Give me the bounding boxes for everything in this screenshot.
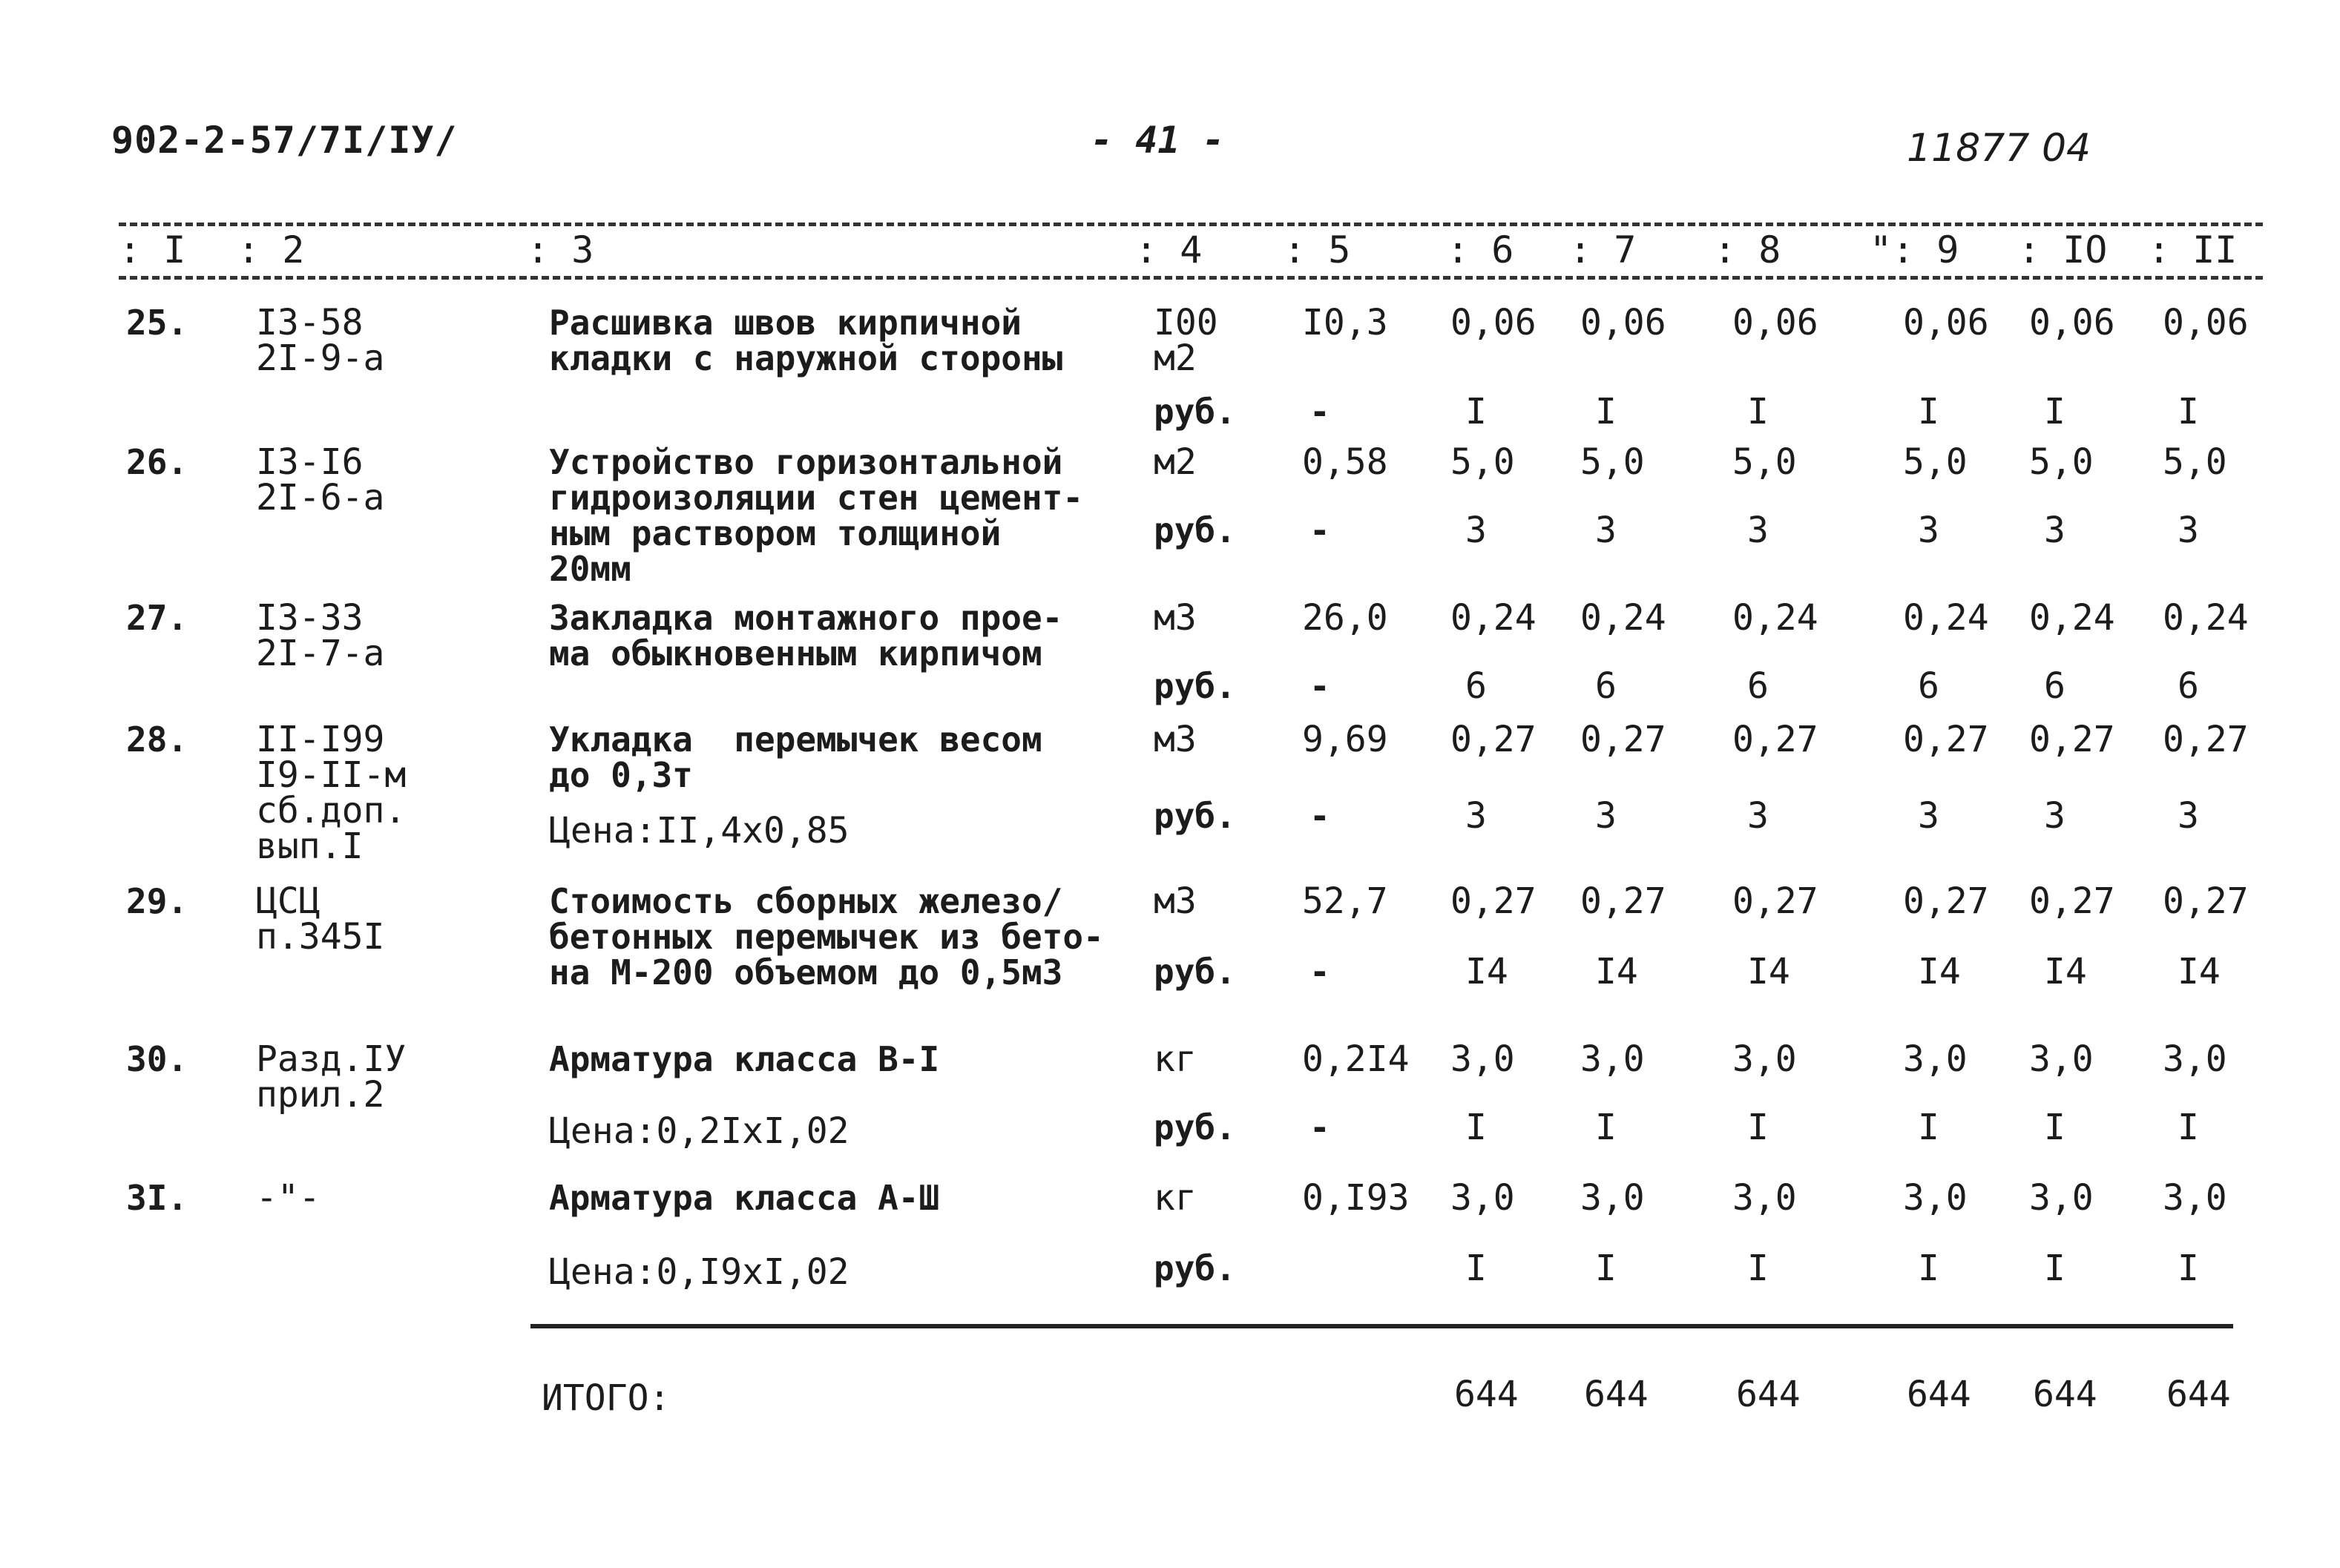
cost-value: 6 <box>1747 665 1769 707</box>
quantity-value: 0,06 <box>1903 302 1989 343</box>
cost-value: I <box>1747 391 1769 432</box>
quantity-value: 0,27 <box>1903 880 1989 922</box>
cost-value: 3 <box>1918 510 1939 551</box>
column-header: : 8 <box>1714 228 1781 271</box>
cost-value: 3 <box>1747 510 1769 551</box>
quantity-value: 3,0 <box>1450 1177 1515 1219</box>
quantity-value: 3,0 <box>1450 1038 1515 1080</box>
quantity-value: 0,27 <box>2029 880 2115 922</box>
work-description: Укладка перемычек весом <box>549 719 1042 760</box>
work-description: ным раствором толщиной <box>549 513 1002 553</box>
cost-value: I4 <box>1465 951 1508 992</box>
quantity-value: 0,27 <box>1732 719 1818 760</box>
quantity-value: 0,24 <box>2163 597 2249 639</box>
cost-value: I <box>2044 391 2065 432</box>
unit-rub: руб. <box>1154 796 1236 836</box>
cost-value: I <box>2044 1107 2065 1148</box>
norm-code: I3-I6 <box>256 441 364 483</box>
item-number: 26. <box>126 442 188 482</box>
unit: кг <box>1154 1038 1197 1080</box>
unit-price-rub: - <box>1309 1107 1330 1147</box>
quantity-value: 0,24 <box>1580 597 1666 639</box>
unit-price-rub: - <box>1309 952 1330 992</box>
unit-price: 26,0 <box>1302 597 1388 639</box>
column-header: : I <box>119 228 186 271</box>
cost-value: 3 <box>1595 795 1617 837</box>
quantity-value: 0,06 <box>1732 302 1818 343</box>
cost-value: 3 <box>1918 795 1939 837</box>
work-description: на М-200 объемом до 0,5м3 <box>549 952 1063 992</box>
norm-code: I3-58 <box>256 302 364 343</box>
norm-code: прил.2 <box>256 1074 385 1116</box>
column-header: : 6 <box>1447 228 1514 271</box>
norm-code: I3-33 <box>256 597 364 639</box>
quantity-value: 3,0 <box>1580 1038 1645 1080</box>
cost-value: I <box>1595 1107 1617 1148</box>
quantity-value: 0,27 <box>2029 719 2115 760</box>
cost-value: I4 <box>1918 951 1961 992</box>
work-description: Расшивка швов кирпичной <box>549 303 1022 343</box>
item-number: 25. <box>126 303 188 343</box>
unit-price: 9,69 <box>1302 719 1388 760</box>
column-header: : II <box>2148 228 2238 271</box>
total-value: 644 <box>1584 1374 1649 1415</box>
item-number: 3I. <box>126 1178 188 1218</box>
quantity-value: 0,27 <box>1580 719 1666 760</box>
work-description: гидроизоляции стен цемент- <box>549 478 1084 518</box>
quantity-value: 0,24 <box>1450 597 1537 639</box>
quantity-value: 3,0 <box>2163 1177 2227 1219</box>
unit-rub: руб. <box>1154 1107 1236 1147</box>
total-label: ИТОГО: <box>542 1377 671 1419</box>
norm-code: I9-II-м <box>256 754 407 796</box>
work-description: Устройство горизонтальной <box>549 442 1063 482</box>
quantity-value: 0,24 <box>2029 597 2115 639</box>
quantity-value: 0,27 <box>1580 880 1666 922</box>
unit-rub: руб. <box>1154 510 1236 550</box>
total-value: 644 <box>2033 1374 2097 1415</box>
unit-price-rub: - <box>1309 510 1330 550</box>
unit-price-rub: - <box>1309 796 1330 836</box>
quantity-value: 0,06 <box>2163 302 2249 343</box>
quantity-value: 0,27 <box>2163 719 2249 760</box>
cost-value: I <box>1595 1248 1617 1289</box>
quantity-value: 5,0 <box>1732 441 1797 483</box>
page-number: - 41 - <box>1091 119 1225 162</box>
work-description: Арматура класса В-I <box>549 1039 940 1079</box>
column-header: : 5 <box>1284 228 1351 271</box>
cost-value: 6 <box>2044 665 2065 707</box>
cost-value: 3 <box>1465 795 1487 837</box>
norm-code: -"- <box>256 1177 321 1219</box>
item-number: 29. <box>126 881 188 921</box>
unit-price: I0,3 <box>1302 302 1388 343</box>
quantity-value: 5,0 <box>1580 441 1645 483</box>
work-description: Арматура класса А-Ш <box>549 1178 940 1218</box>
cost-value: I4 <box>2044 951 2087 992</box>
unit: кг <box>1154 1177 1197 1219</box>
item-number: 27. <box>126 598 188 638</box>
unit-price: 0,I93 <box>1302 1177 1410 1219</box>
table-top-rule <box>119 223 2263 226</box>
cost-value: I <box>1918 1107 1939 1148</box>
cost-value: 3 <box>1747 795 1769 837</box>
column-header: : 3 <box>527 228 594 271</box>
cost-value: 6 <box>1918 665 1939 707</box>
unit-rub: руб. <box>1154 392 1236 432</box>
item-number: 28. <box>126 719 188 760</box>
cost-value: I <box>1465 391 1487 432</box>
quantity-value: 3,0 <box>1903 1038 1968 1080</box>
unit: м2 <box>1154 441 1197 483</box>
cost-value: I <box>1465 1248 1487 1289</box>
cost-value: I4 <box>1747 951 1790 992</box>
price-note: Цена:II,4х0,85 <box>549 810 849 851</box>
quantity-value: 5,0 <box>1450 441 1515 483</box>
sheet-code: 11877 04 <box>1907 126 2091 171</box>
column-header: : 2 <box>237 228 305 271</box>
unit-rub: руб. <box>1154 666 1236 706</box>
quantity-value: 0,27 <box>1450 719 1537 760</box>
quantity-value: 0,27 <box>1732 880 1818 922</box>
unit: м3 <box>1154 719 1197 760</box>
quantity-value: 5,0 <box>2163 441 2227 483</box>
cost-value: I <box>2178 1107 2199 1148</box>
price-note: Цена:0,I9хI,02 <box>549 1251 849 1293</box>
total-value: 644 <box>1454 1374 1519 1415</box>
cost-value: I <box>2044 1248 2065 1289</box>
document-code: 902-2-57/7I/IУ/ <box>111 119 458 162</box>
quantity-value: 0,27 <box>1903 719 1989 760</box>
cost-value: I <box>1747 1107 1769 1148</box>
cost-value: I <box>1595 391 1617 432</box>
work-description: кладки с наружной стороны <box>549 338 1063 378</box>
quantity-value: 3,0 <box>2163 1038 2227 1080</box>
total-value: 644 <box>1907 1374 1971 1415</box>
unit-price-rub: - <box>1309 392 1330 432</box>
cost-value: I <box>2178 391 2199 432</box>
cost-value: 6 <box>1465 665 1487 707</box>
quantity-value: 0,24 <box>1732 597 1818 639</box>
norm-code: II-I99 <box>256 719 385 760</box>
work-description: ма обыкновенным кирпичом <box>549 633 1042 673</box>
norm-code: 2I-7-a <box>256 633 385 674</box>
total-value: 644 <box>2166 1374 2231 1415</box>
total-rule <box>530 1324 2233 1328</box>
work-description: бетонных перемычек из бето- <box>549 917 1104 957</box>
cost-value: 3 <box>2044 510 2065 551</box>
norm-code: 2I-6-a <box>256 477 385 518</box>
cost-value: 3 <box>1465 510 1487 551</box>
unit-price: 52,7 <box>1302 880 1388 922</box>
cost-value: I <box>1918 391 1939 432</box>
unit-price: 0,2I4 <box>1302 1038 1410 1080</box>
cost-value: 6 <box>1595 665 1617 707</box>
quantity-value: 3,0 <box>1732 1177 1797 1219</box>
norm-code: вып.I <box>256 826 364 867</box>
cost-value: 3 <box>2044 795 2065 837</box>
unit: м3 <box>1154 880 1197 922</box>
unit-rub: руб. <box>1154 952 1236 992</box>
unit: I00 <box>1154 302 1218 343</box>
quantity-value: 0,06 <box>1450 302 1537 343</box>
column-header: ": 9 <box>1870 228 1959 271</box>
quantity-value: 3,0 <box>1580 1177 1645 1219</box>
cost-value: I4 <box>1595 951 1638 992</box>
item-number: 30. <box>126 1039 188 1079</box>
cost-value: I <box>2178 1248 2199 1289</box>
work-description: до 0,3т <box>549 755 693 795</box>
norm-code: п.345I <box>256 916 385 958</box>
quantity-value: 3,0 <box>2029 1177 2094 1219</box>
cost-value: 3 <box>2178 795 2199 837</box>
quantity-value: 3,0 <box>2029 1038 2094 1080</box>
norm-code: сб.доп. <box>256 790 407 831</box>
cost-value: I <box>1918 1248 1939 1289</box>
table-header-rule <box>119 276 2263 280</box>
total-value: 644 <box>1736 1374 1801 1415</box>
column-header: : 4 <box>1135 228 1203 271</box>
unit-price-rub: - <box>1309 666 1330 706</box>
norm-code: ЦСЦ <box>256 880 321 922</box>
quantity-value: 5,0 <box>1903 441 1968 483</box>
cost-value: 6 <box>2178 665 2199 707</box>
work-description: Закладка монтажного прое- <box>549 598 1063 638</box>
work-description: 20мм <box>549 549 631 589</box>
norm-code: 2I-9-a <box>256 337 385 379</box>
quantity-value: 3,0 <box>1732 1038 1797 1080</box>
quantity-value: 0,06 <box>1580 302 1666 343</box>
work-description: Стоимость сборных железо/ <box>549 881 1063 921</box>
quantity-value: 5,0 <box>2029 441 2094 483</box>
cost-value: I <box>1747 1248 1769 1289</box>
price-note: Цена:0,2IхI,02 <box>549 1110 849 1152</box>
cost-value: I <box>1465 1107 1487 1148</box>
quantity-value: 0,24 <box>1903 597 1989 639</box>
quantity-value: 3,0 <box>1903 1177 1968 1219</box>
unit: м2 <box>1154 337 1197 379</box>
cost-value: I4 <box>2178 951 2221 992</box>
column-header: : IO <box>2018 228 2108 271</box>
quantity-value: 0,27 <box>1450 880 1537 922</box>
cost-value: 3 <box>2178 510 2199 551</box>
quantity-value: 0,06 <box>2029 302 2115 343</box>
unit-price: 0,58 <box>1302 441 1388 483</box>
quantity-value: 0,27 <box>2163 880 2249 922</box>
column-header: : 7 <box>1569 228 1637 271</box>
unit-rub: руб. <box>1154 1248 1236 1288</box>
unit: м3 <box>1154 597 1197 639</box>
cost-value: 3 <box>1595 510 1617 551</box>
norm-code: Разд.IУ <box>256 1038 407 1080</box>
